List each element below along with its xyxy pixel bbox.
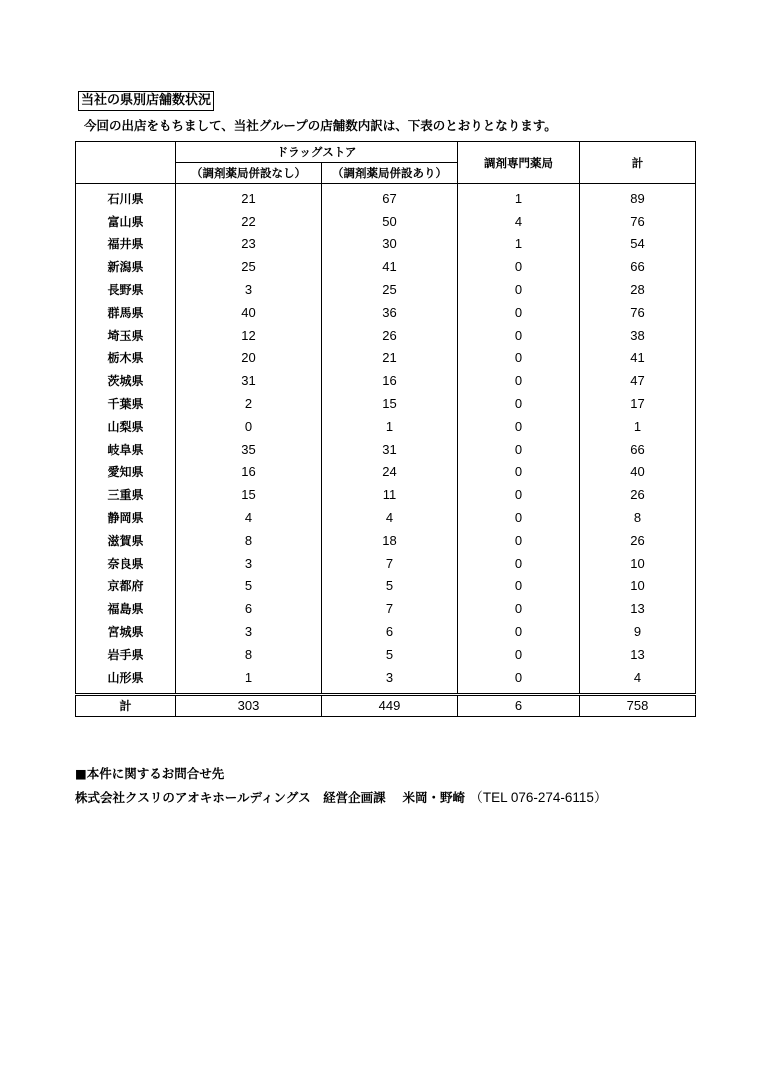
total-cell: 13 [580,643,696,666]
table-row [76,438,696,461]
drug-no-pharmacy-cell: 22 [176,210,322,233]
pharmacy-cell: 0 [458,552,580,575]
table-row [76,597,696,620]
pharmacy-cell: 0 [458,415,580,438]
total-cell: 17 [580,392,696,415]
table-row [76,483,696,506]
drug-no-pharmacy-cell: 35 [176,438,322,461]
total-cell: 10 [580,552,696,575]
header-drug-no-pharmacy: （調剤薬局併設なし） [176,163,322,184]
prefecture-cell: 群馬県 [76,301,176,324]
contact-title: ■本件に関するお問合せ先 [75,766,225,781]
header-pharmacy: 調剤専門薬局 [458,142,580,184]
prefecture-cell: 石川県 [76,187,176,210]
total-cell: 89 [580,187,696,210]
table-row [76,278,696,301]
table-row [76,187,696,210]
prefecture-cell: 京都府 [76,575,176,598]
drug-no-pharmacy-cell: 25 [176,255,322,278]
drug-no-pharmacy-cell: 31 [176,369,322,392]
total-cell: 1 [580,415,696,438]
store-count-table [75,141,696,717]
page-heading: 当社の県別店舗数状況 [78,91,214,111]
table-row [76,506,696,529]
table-row [76,666,696,689]
total-cell: 8 [580,506,696,529]
pharmacy-cell: 0 [458,483,580,506]
pharmacy-cell: 0 [458,255,580,278]
pharmacy-cell: 0 [458,529,580,552]
drug-with-pharmacy-cell: 67 [322,187,458,210]
header-drug-with-pharmacy: （調剤薬局併設あり） [322,163,458,184]
drug-with-pharmacy-cell: 31 [322,438,458,461]
prefecture-cell: 滋賀県 [76,529,176,552]
drug-with-pharmacy-cell: 18 [322,529,458,552]
pharmacy-cell: 0 [458,278,580,301]
prefecture-cell: 埼玉県 [76,324,176,347]
total-label: 計 [76,694,176,716]
total-cell: 10 [580,575,696,598]
pharmacy-cell: 0 [458,461,580,484]
total-cell: 40 [580,461,696,484]
table-row [76,461,696,484]
total-cell: 66 [580,438,696,461]
intro-text: 今回の出店をもちまして、当社グループの店舗数内訳は、下表のとおりとなります。 [84,118,557,133]
drug-with-pharmacy-cell: 5 [322,643,458,666]
total-cell: 66 [580,255,696,278]
prefecture-cell: 新潟県 [76,255,176,278]
prefecture-cell: 山梨県 [76,415,176,438]
prefecture-cell: 宮城県 [76,620,176,643]
drug-with-pharmacy-cell: 50 [322,210,458,233]
header-prefecture [76,142,176,184]
total-cell: 47 [580,369,696,392]
total-cell: 76 [580,210,696,233]
table-row [76,210,696,233]
total-cell: 76 [580,301,696,324]
table-row [76,529,696,552]
prefecture-cell: 福島県 [76,597,176,620]
drug-no-pharmacy-cell: 0 [176,415,322,438]
pharmacy-cell: 0 [458,438,580,461]
drug-with-pharmacy-cell: 36 [322,301,458,324]
table-row [76,620,696,643]
drug-with-pharmacy-cell: 25 [322,278,458,301]
total-cell: 26 [580,483,696,506]
contact-company-dept: 株式会社クスリのアオキホールディングス 経営企画課 米岡・野崎 [75,790,465,805]
drug-with-pharmacy-cell: 26 [322,324,458,347]
prefecture-cell: 富山県 [76,210,176,233]
pharmacy-cell: 1 [458,233,580,256]
drug-with-pharmacy-cell: 7 [322,597,458,620]
total-cell: 28 [580,278,696,301]
prefecture-cell: 長野県 [76,278,176,301]
drug-no-pharmacy-cell: 23 [176,233,322,256]
pharmacy-cell: 0 [458,666,580,689]
total-cell: 41 [580,347,696,370]
pharmacy-cell: 0 [458,643,580,666]
table-row [76,575,696,598]
drug-no-pharmacy-cell: 5 [176,575,322,598]
drug-no-pharmacy-cell: 16 [176,461,322,484]
drug-with-pharmacy-cell: 41 [322,255,458,278]
prefecture-cell: 茨城県 [76,369,176,392]
pharmacy-cell: 0 [458,369,580,392]
pharmacy-cell: 1 [458,187,580,210]
drug-with-pharmacy-cell: 15 [322,392,458,415]
drug-no-pharmacy-cell: 4 [176,506,322,529]
table-row [76,347,696,370]
contact-tel: （TEL 076-274-6115） [469,790,608,805]
drug-with-pharmacy-cell: 6 [322,620,458,643]
total-pharmacy: 6 [458,694,580,716]
total-cell: 4 [580,666,696,689]
pharmacy-cell: 0 [458,506,580,529]
pharmacy-cell: 0 [458,597,580,620]
prefecture-cell: 福井県 [76,233,176,256]
table-row [76,643,696,666]
prefecture-cell: 山形県 [76,666,176,689]
table-row [76,392,696,415]
drug-no-pharmacy-cell: 15 [176,483,322,506]
table-row [76,552,696,575]
drug-no-pharmacy-cell: 1 [176,666,322,689]
drug-with-pharmacy-cell: 21 [322,347,458,370]
total-drug-with-pharmacy: 449 [322,694,458,716]
pharmacy-cell: 0 [458,392,580,415]
prefecture-cell: 奈良県 [76,552,176,575]
total-cell: 13 [580,597,696,620]
drug-no-pharmacy-cell: 6 [176,597,322,620]
drug-no-pharmacy-cell: 21 [176,187,322,210]
total-cell: 54 [580,233,696,256]
total-cell: 9 [580,620,696,643]
drug-with-pharmacy-cell: 4 [322,506,458,529]
prefecture-cell: 栃木県 [76,347,176,370]
drug-with-pharmacy-cell: 11 [322,483,458,506]
header-total: 計 [580,142,696,184]
pharmacy-cell: 0 [458,620,580,643]
drug-with-pharmacy-cell: 3 [322,666,458,689]
table-row [76,369,696,392]
contact-line [75,786,607,806]
prefecture-cell: 岩手県 [76,643,176,666]
drug-no-pharmacy-cell: 40 [176,301,322,324]
pharmacy-cell: 0 [458,324,580,347]
drug-with-pharmacy-cell: 7 [322,552,458,575]
drug-no-pharmacy-cell: 2 [176,392,322,415]
table-row [76,301,696,324]
drug-with-pharmacy-cell: 5 [322,575,458,598]
prefecture-cell: 岐阜県 [76,438,176,461]
total-cell: 38 [580,324,696,347]
pharmacy-cell: 0 [458,575,580,598]
table-row [76,324,696,347]
drug-no-pharmacy-cell: 3 [176,552,322,575]
drug-no-pharmacy-cell: 20 [176,347,322,370]
drug-with-pharmacy-cell: 30 [322,233,458,256]
prefecture-cell: 三重県 [76,483,176,506]
total-row [76,694,696,716]
drug-with-pharmacy-cell: 24 [322,461,458,484]
table-body [76,184,696,717]
drug-with-pharmacy-cell: 16 [322,369,458,392]
prefecture-cell: 愛知県 [76,461,176,484]
total-drug-no-pharmacy: 303 [176,694,322,716]
prefecture-cell: 千葉県 [76,392,176,415]
drug-no-pharmacy-cell: 8 [176,529,322,552]
prefecture-cell: 静岡県 [76,506,176,529]
drug-no-pharmacy-cell: 3 [176,620,322,643]
header-drugstore-group: ドラッグストア [176,142,458,163]
drug-with-pharmacy-cell: 1 [322,415,458,438]
table-row [76,415,696,438]
drug-no-pharmacy-cell: 12 [176,324,322,347]
drug-no-pharmacy-cell: 3 [176,278,322,301]
pharmacy-cell: 0 [458,347,580,370]
grand-total: 758 [580,694,696,716]
pharmacy-cell: 0 [458,301,580,324]
table-row [76,255,696,278]
table-row [76,233,696,256]
pharmacy-cell: 4 [458,210,580,233]
drug-no-pharmacy-cell: 8 [176,643,322,666]
total-cell: 26 [580,529,696,552]
